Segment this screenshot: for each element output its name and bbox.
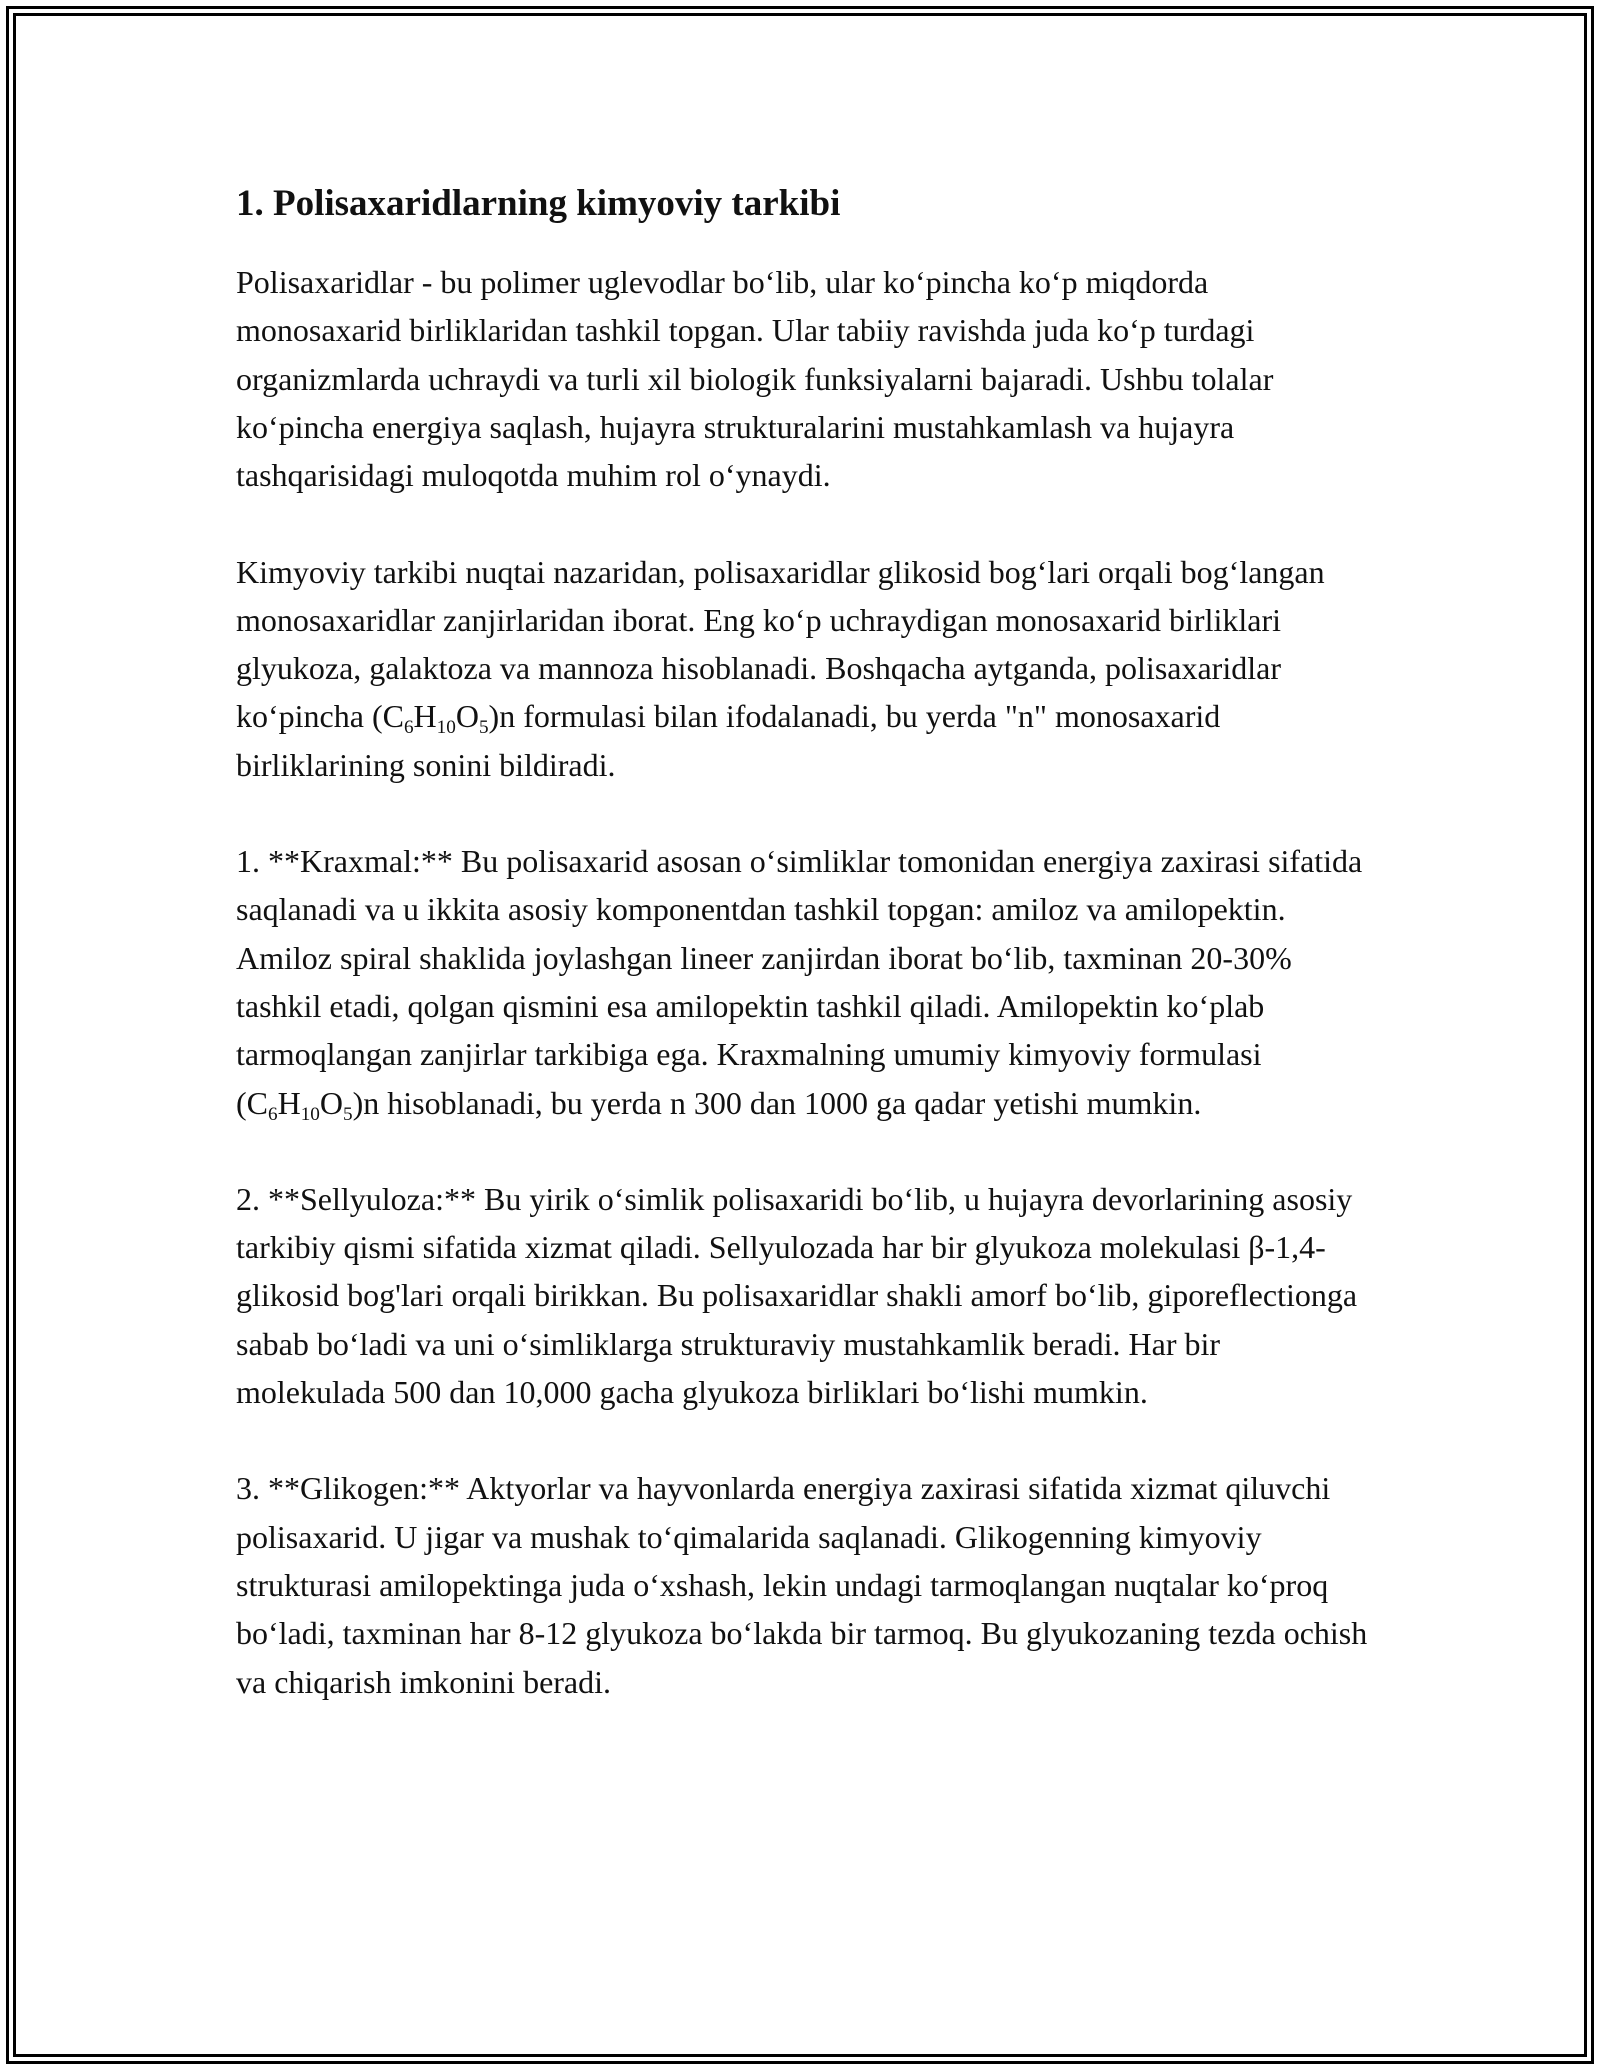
section-heading: 1. Polisaxaridlarning kimyoviy tarkibi bbox=[236, 183, 841, 224]
composition-text-start: Kimyoviy tarkibi nuqtai nazaridan, polisaxaridlar glikosid bog‘lari orqali bog‘langan monosaxaridlar zanjirlaridan iborat. Eng ko‘p uchraydigan monosaxarid birliklari glyukoza, galaktoza va mannoza hisoblanadi. Boshqacha aytganda, polisaxaridlar ko‘pincha bbox=[236, 553, 1325, 735]
document-body bbox=[236, 180, 1376, 1754]
starch-text-end: n hisoblanadi, bu yerda n 300 dan 1000 ga qadar yetishi mumkin. bbox=[363, 1084, 1202, 1121]
starch-text-start: 1. **Kraxmal:** Bu polisaxarid asosan o‘simliklar tomonidan energiya zaxirasi sifatida saqlanadi va u ikkita asosiy komponentdan tashkil topgan: amiloz va amilopektin. Amiloz spiral shaklida joylashgan lineer zanjirdan iborat bo‘lib, taxminan 20-30% tashkil etadi, qolgan qismini esa amilopektin tashkil qiladi. Amilopektin ko‘plab tarmoqlangan zanjirlar tarkibiga ega. Kraxmalning umumiy kimyoviy formulasi bbox=[236, 843, 1363, 1073]
starch-paragraph bbox=[236, 837, 1376, 1127]
starch-formula: $(C_6H_{10}O_5)$ bbox=[236, 1084, 364, 1125]
polysaccharide-formula: $(C_6H_{10}O_5)$ bbox=[371, 698, 500, 739]
composition-text-end: n formulasi bilan ifodalanadi, bu yerda "n" monosaxarid birliklarining sonini bildiradi. bbox=[236, 698, 1221, 783]
glycogen-paragraph: 3. **Glikogen:** Aktyorlar va hayvonlarda energiya zaxirasi sifatida xizmat qiluvchi polisaxarid. U jigar va mushak to‘qimalarida saqlanadi. Glikogenning kimyoviy strukturasi amilopektinga juda o‘xshash, lekin undagi tarmoqlangan nuqtalar ko‘proq bo‘ladi, taxminan har 8-12 glyukoza bo‘lakda bir tarmoq. Bu glyukozaning tezda ochish va chiqarish imkonini beradi. bbox=[236, 1470, 1368, 1700]
composition-paragraph bbox=[236, 548, 1376, 789]
intro-paragraph: Polisaxaridlar - bu polimer uglevodlar bo‘lib, ular ko‘pincha ko‘p miqdorda monosaxarid birliklaridan tashkil topgan. Ular tabiiy ravishda juda ko‘p turdagi organizmlarda uchraydi va turli xil biologik funksiyalarni bajaradi. Ushbu tolalar ko‘pincha energiya saqlash, hujayra strukturalarini mustahkamlash va hujayra tashqarisidagi muloqotda muhim rol o‘ynaydi. bbox=[236, 264, 1274, 494]
cellulose-paragraph: 2. **Sellyuloza:** Bu yirik o‘simlik polisaxaridi bo‘lib, u hujayra devorlarining asosiy tarkibiy qismi sifatida xizmat qiladi. Sellyulozada har bir glyukoza molekulasi β-1,4-glikosid bog'lari orqali birikkan. Bu polisaxaridlar shakli amorf bo‘lib, giporeflectionga sabab bo‘ladi va uni o‘simliklarga strukturaviy mustahkamlik beradi. Har bir molekulada 500 dan 10,000 gacha glyukoza birliklari bo‘lishi mumkin. bbox=[236, 1180, 1358, 1411]
